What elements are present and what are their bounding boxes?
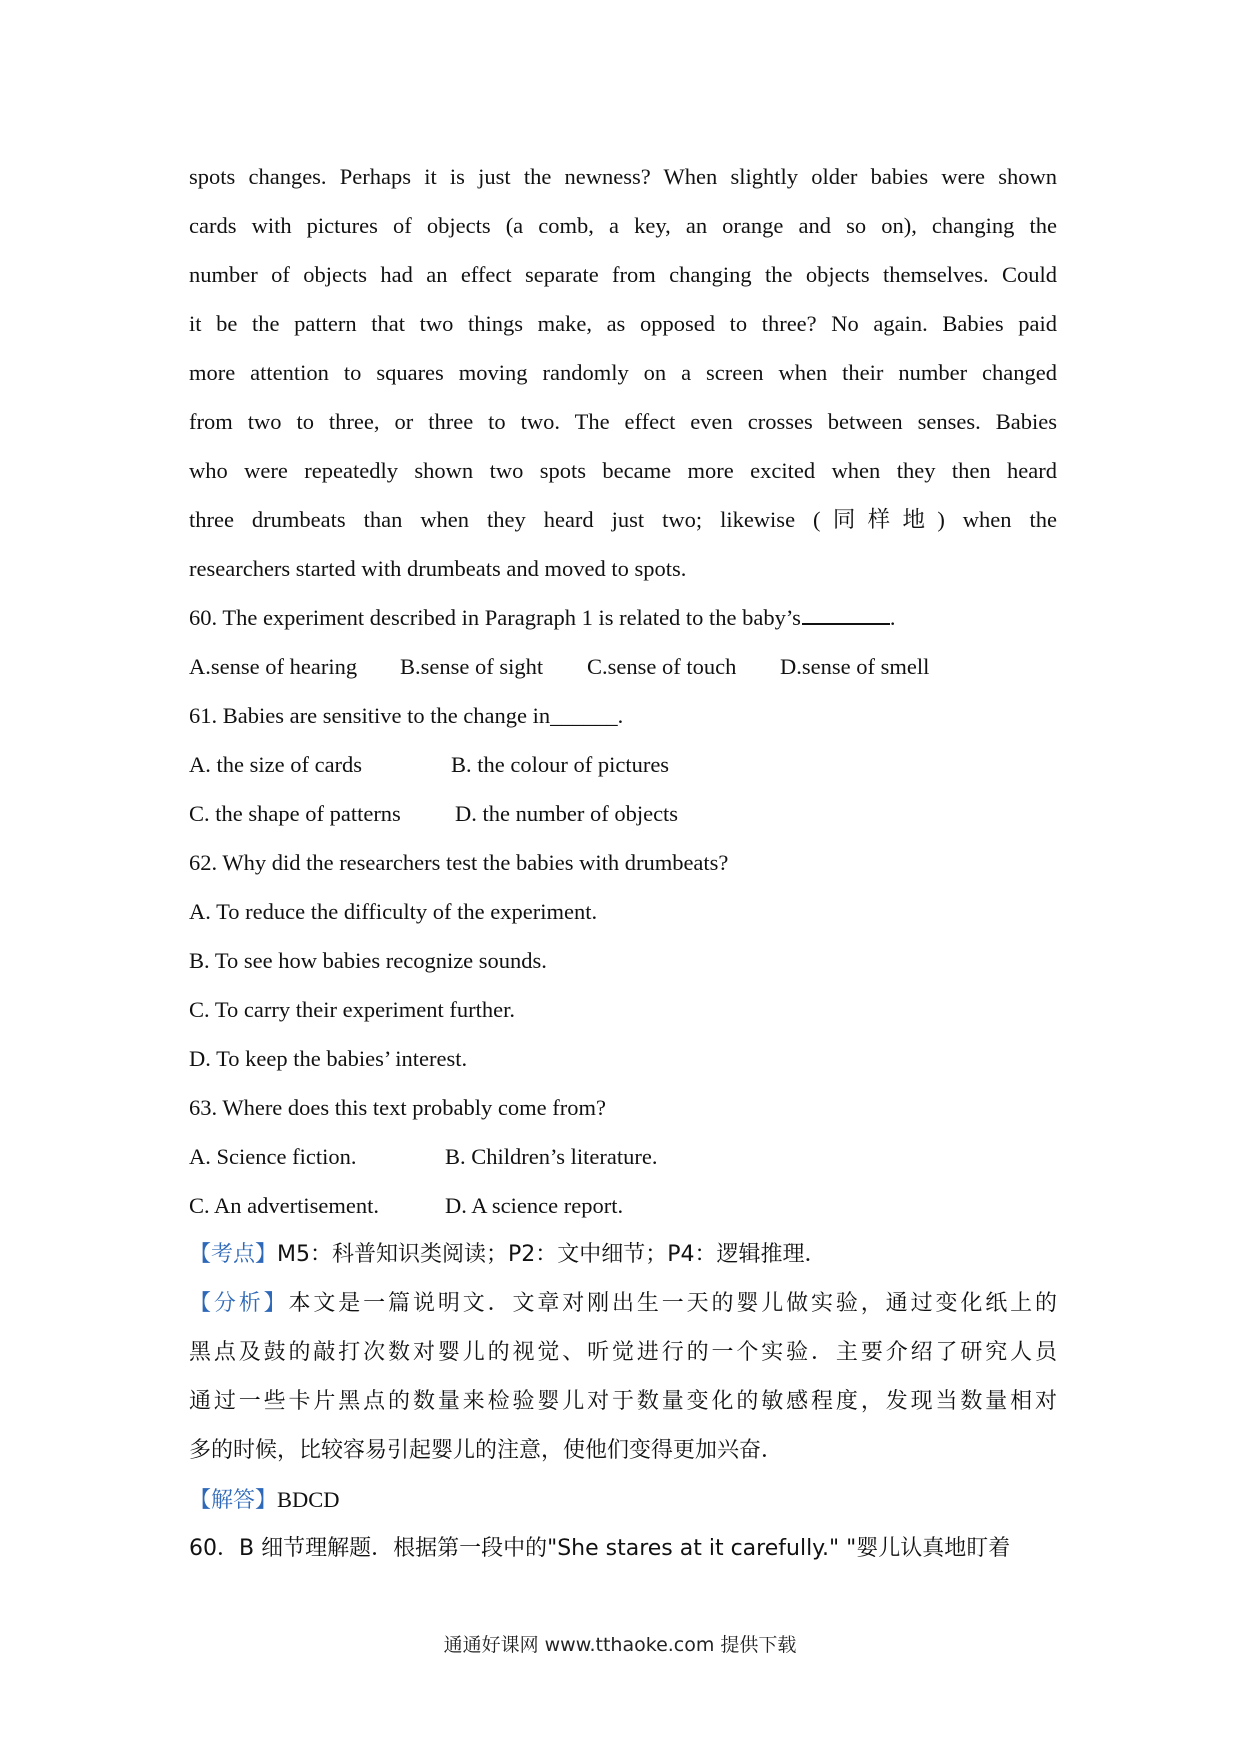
question-61-options-row1	[189, 740, 1057, 789]
passage-line: number of objects had an effect separate from changing the objects themselves. Could	[189, 262, 1057, 287]
jieda-text: BDCD	[277, 1487, 340, 1512]
document-page	[189, 152, 1057, 1573]
jieda-tag: 【解答】	[189, 1488, 278, 1513]
option-b: B. Children’s literature.	[445, 1144, 658, 1169]
option-d: D. the number of objects	[455, 801, 679, 826]
passage-line: cards with pictures of objects (a comb, a key, an orange and so on), changing the	[189, 213, 1057, 238]
option-c: C. An advertisement.	[189, 1193, 379, 1218]
option-a: A.sense of hearing	[189, 654, 358, 679]
question-61-options-row2	[189, 789, 1057, 838]
question-62-stem: 62. Why did the researchers test the babies with drumbeats?	[189, 850, 729, 875]
kaodian-tag: 【考点】	[189, 1242, 278, 1267]
question-62	[189, 838, 1057, 1083]
passage-line: more attention to squares moving randomly on a screen when their number changed	[189, 360, 1057, 385]
option-d: D. To keep the babies’ interest.	[189, 1046, 468, 1071]
answer-blank	[802, 599, 890, 625]
jieda-line	[189, 1475, 1057, 1524]
question-61-stem: 61. Babies are sensitive to the change in______.	[189, 703, 624, 728]
question-60-options	[189, 642, 1057, 691]
question-60-stem: 60. The experiment described in Paragraph 1 is related to the baby’s	[189, 605, 801, 630]
fenxi-text: 本文是一篇说明文．文章对刚出生一天的婴儿做实验，通过变化纸上的	[288, 1291, 1057, 1316]
option-b: B.sense of sight	[400, 654, 544, 679]
option-c: C. To carry their experiment further.	[189, 997, 516, 1022]
question-stem	[189, 593, 1057, 642]
fenxi-line	[189, 1279, 1057, 1328]
passage	[189, 152, 1057, 593]
question-63	[189, 1083, 1057, 1230]
option-a: A. the size of cards	[189, 752, 363, 777]
passage-line: researchers started with drumbeats and moved to spots.	[189, 556, 687, 581]
option-b: B. the colour of pictures	[451, 752, 670, 777]
option-b: B. To see how babies recognize sounds.	[189, 948, 547, 973]
question-63-stem: 63. Where does this text probably come from?	[189, 1095, 606, 1120]
question-61	[189, 691, 1057, 838]
kaodian-text: M5：科普知识类阅读；P2：文中细节；P4：逻辑推理．	[277, 1242, 827, 1267]
page-footer: 通通好课网 www.tthaoke.com 提供下载	[443, 1634, 797, 1656]
passage-line: from two to three, or three to two. The effect even crosses between senses. Babies	[189, 409, 1057, 434]
answer-analysis	[189, 1230, 1057, 1573]
fenxi-tag: 【分析】	[189, 1291, 289, 1316]
option-a: A. To reduce the difficulty of the experiment.	[189, 899, 598, 924]
passage-line: it be the pattern that two things make, as opposed to three? No again. Babies paid	[189, 311, 1057, 336]
option-d: D. A science report.	[445, 1193, 624, 1218]
kaodian-line	[189, 1230, 1057, 1279]
option-d: D.sense of smell	[780, 654, 930, 679]
fenxi-line: 多的时候，比较容易引起婴儿的注意，使他们变得更加兴奋．	[189, 1438, 784, 1463]
fenxi-line: 通过一些卡片黑点的数量来检验婴儿对于数量变化的敏感程度，发现当数量相对	[189, 1389, 1057, 1414]
option-c: C. the shape of patterns	[189, 801, 401, 826]
passage-line: who were repeatedly shown two spots became more excited when they then heard	[189, 458, 1057, 483]
question-60	[189, 593, 1057, 691]
passage-line: three drumbeats than when they heard just two; likewise (同样地) when the	[189, 507, 1057, 532]
option-a: A. Science fiction.	[189, 1144, 357, 1169]
question-60-end: .	[889, 605, 896, 630]
option-c: C.sense of touch	[587, 654, 737, 679]
fenxi-line: 黑点及鼓的敲打次数对婴儿的视觉、听觉进行的一个实验．主要介绍了研究人员	[189, 1340, 1057, 1365]
passage-line: spots changes. Perhaps it is just the newness? When slightly older babies were shown	[189, 164, 1057, 189]
question-63-options-row2	[189, 1181, 1057, 1230]
explanation-60: 60．B 细节理解题．根据第一段中的"She stares at it carefully." "婴儿认真地盯着	[189, 1536, 1011, 1561]
question-63-options-row1	[189, 1132, 1057, 1181]
